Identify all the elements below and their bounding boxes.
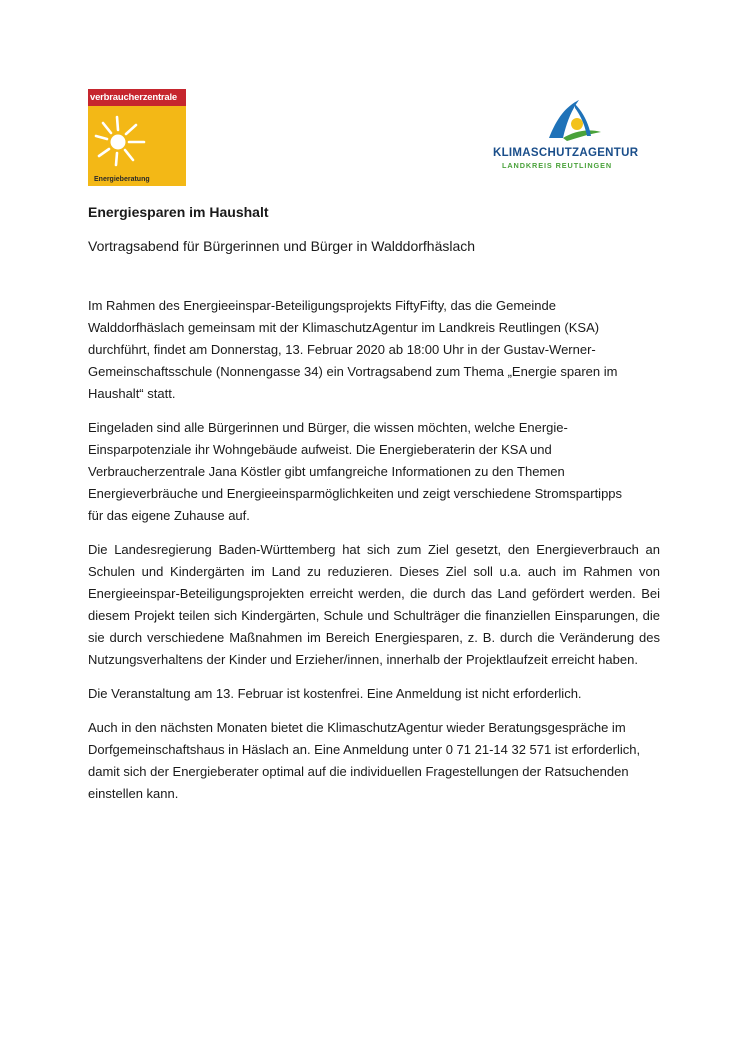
verbraucherzentrale-subtitle: Energieberatung: [94, 176, 150, 183]
klimaschutzagentur-subtitle: LANDKREIS REUTLINGEN: [502, 161, 613, 170]
verbraucherzentrale-logo: [88, 89, 186, 186]
paragraph-consultation: Auch in den nächsten Monaten bietet die KlimaschutzAgentur wieder Beratungsgespräche im Dorfgemeinschaftshaus in Häslach an. Eine Anmeldung unter 0 71 21-14 32 571 ist erforderlich, damit sich der Energieberater optimal auf die individuellen Fragestellungen der Ratsuchenden einstellen kann.: [88, 720, 641, 801]
paragraph-admission: Die Veranstaltung am 13. Februar ist kostenfrei. Eine Anmeldung ist nicht erforderlich.: [88, 686, 582, 701]
sun-icon: [94, 111, 150, 167]
paragraph-intro: Im Rahmen des Energieeinspar-Beteiligungsprojekts FiftyFifty, das die Gemeinde Walddorfhäslach gemeinsam mit der KlimaschutzAgentur im Landkreis Reutlingen (KSA) durchführt, findet am Donnerstag, 13. Februar 2020 ab 18:00 Uhr in der Gustav-Werner- Gemeinschaftsschule (Nonnengasse 34) ein Vortragsabend zum Thema „Energie sparen im Haushalt“ statt.: [88, 298, 618, 401]
klimaschutzagentur-name: KLIMASCHUTZAGENTUR: [493, 147, 639, 159]
document-subtitle: Vortragsabend für Bürgerinnen und Bürger in Walddorfhäslach: [88, 238, 476, 254]
paragraph-invitation: Eingeladen sind alle Bürgerinnen und Bürger, die wissen möchten, welche Energie- Einsparpotenziale ihr Wohngebäude aufweist. Die Energieberaterin der KSA und Verbraucherzentrale Jana Köstler gibt umfangreiche Informationen zu den Themen Energieverbräuche und Energieeinsparmöglichkeiten und zeigt verschiedene Stromspartipps für das eigene Zuhause auf.: [88, 420, 623, 523]
document-body: [88, 295, 660, 817]
verbraucherzentrale-brand-label: verbraucherzentrale: [88, 89, 186, 106]
document-title: Energiesparen im Haushalt: [88, 204, 269, 220]
paragraph-background: Die Landesregierung Baden-Württemberg hat sich zum Ziel gesetzt, den Energieverbrauch an Schulen und Kindergärten im Land zu reduzieren. Dieses Ziel soll u.a. auch im Rahmen von Energieeinspar-Beteiligungsprojekten erreicht werden, die durch das Land gefördert werden. Bei diesem Projekt teilen sich Kindergärten, Schule und Schulträger die finanziellen Einsparungen, die sie durch verschiedene Maßnahmen im Bereich Energiesparen, z. B. durch die Veränderung des Nutzungsverhaltens der Kinder und Erzieher/innen, innerhalb der Projektlaufzeit erreicht haben.: [88, 542, 660, 667]
person-arc-icon: [545, 98, 603, 142]
klimaschutzagentur-logo: [493, 98, 653, 174]
